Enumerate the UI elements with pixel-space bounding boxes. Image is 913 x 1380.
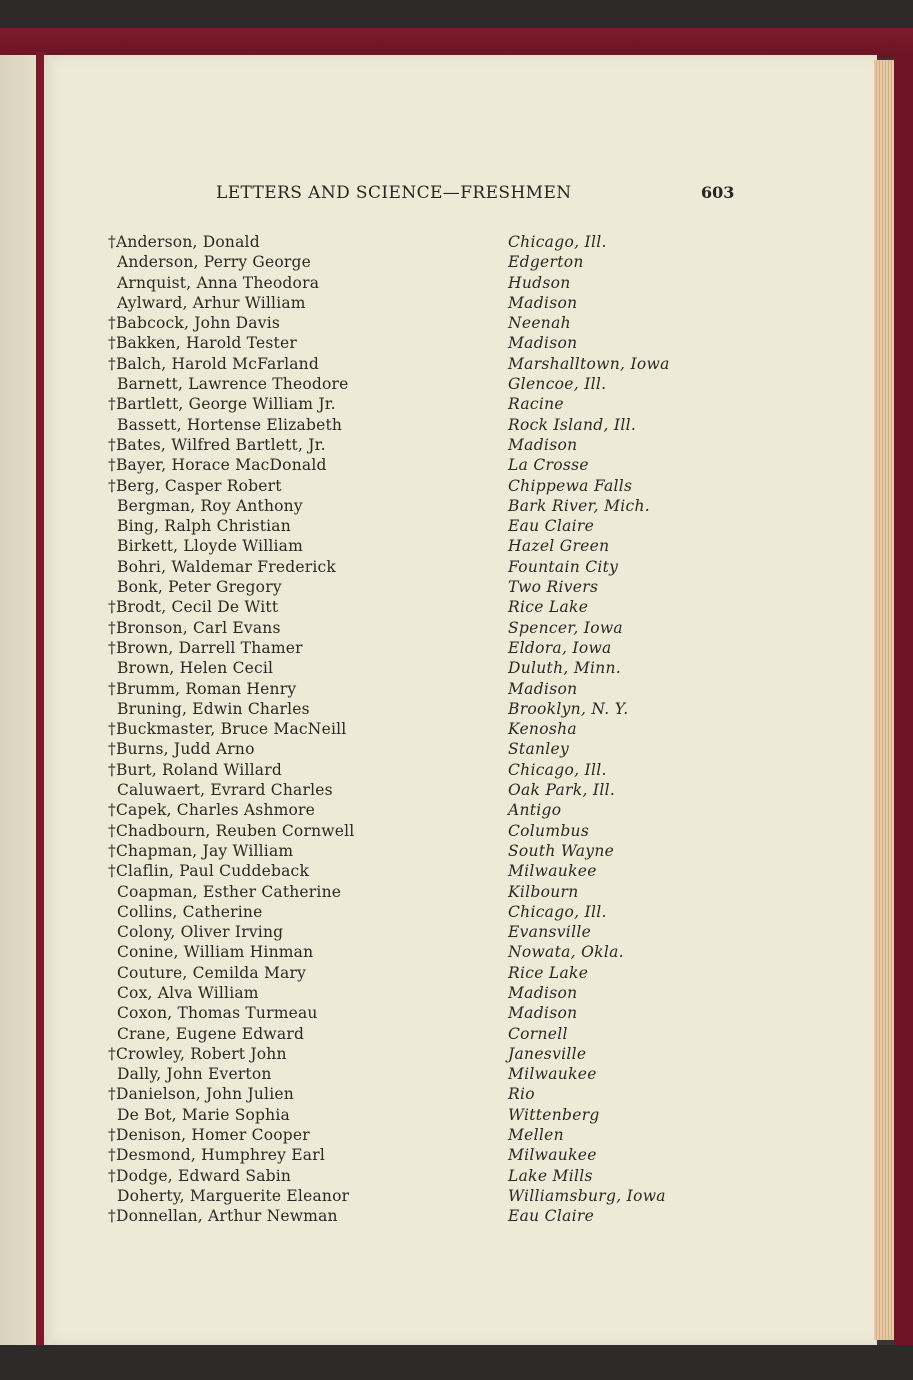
student-hometown: Rice Lake: [508, 963, 589, 982]
student-name: De Bot, Marie Sophia: [117, 1105, 290, 1124]
list-item: [0, 1186, 913, 1206]
student-name: Couture, Cemilda Mary: [117, 963, 307, 982]
student-name: †Dodge, Edward Sabin: [108, 1166, 292, 1185]
list-item: [0, 1084, 913, 1104]
list-item: [0, 415, 913, 435]
student-name: †Buckmaster, Bruce MacNeill: [108, 720, 347, 739]
student-hometown: Marshalltown, Iowa: [508, 354, 670, 373]
student-hometown: Madison: [508, 435, 578, 454]
student-name: Bohri, Waldemar Frederick: [117, 557, 336, 576]
list-item: [0, 760, 913, 780]
student-hometown: Cornell: [508, 1024, 568, 1043]
list-item: [0, 963, 913, 983]
student-hometown: Chicago, Ill.: [508, 902, 607, 921]
student-name: †Brodt, Cecil De Witt: [108, 598, 279, 617]
list-item: [0, 1003, 913, 1023]
student-hometown: Chippewa Falls: [508, 476, 633, 495]
student-name: Colony, Oliver Irving: [117, 923, 284, 942]
student-name: †Donnellan, Arthur Newman: [108, 1207, 338, 1226]
student-name: †Bartlett, George William Jr.: [108, 395, 336, 414]
student-hometown: Glencoe, Ill.: [508, 375, 607, 394]
list-item: [0, 333, 913, 353]
student-name: Bassett, Hortense Elizabeth: [117, 415, 343, 434]
student-hometown: Lake Mills: [508, 1166, 593, 1185]
list-item: [0, 679, 913, 699]
student-name: Crane, Eugene Edward: [117, 1024, 305, 1043]
list-item: [0, 821, 913, 841]
student-name: †Brown, Darrell Thamer: [108, 638, 303, 657]
student-name: †Claflin, Paul Cuddeback: [108, 862, 310, 881]
list-item: [0, 658, 913, 678]
student-hometown: Hazel Green: [508, 537, 610, 556]
list-item: [0, 435, 913, 455]
student-name: †Capek, Charles Ashmore: [108, 801, 316, 820]
student-hometown: Fountain City: [508, 557, 619, 576]
list-item: [0, 496, 913, 516]
student-name: Bonk, Peter Gregory: [117, 578, 282, 597]
student-hometown: Hudson: [508, 273, 571, 292]
student-hometown: Williamsburg, Iowa: [508, 1186, 666, 1205]
student-name: †Babcock, John Davis: [108, 314, 281, 333]
student-list: [0, 232, 913, 1227]
student-hometown: Bark River, Mich.: [508, 496, 650, 515]
student-name: Bing, Ralph Christian: [117, 517, 291, 536]
list-item: [0, 557, 913, 577]
list-item: [0, 699, 913, 719]
student-name: †Denison, Homer Cooper: [108, 1126, 310, 1145]
list-item: [0, 516, 913, 536]
list-item: [0, 313, 913, 333]
student-name: Caluwaert, Evrard Charles: [117, 781, 333, 800]
list-item: [0, 476, 913, 496]
student-hometown: Antigo: [508, 801, 562, 820]
list-item: [0, 1105, 913, 1125]
list-item: [0, 577, 913, 597]
list-item: [0, 800, 913, 820]
student-name: †Bates, Wilfred Bartlett, Jr.: [108, 435, 326, 454]
page-number: 603: [701, 183, 735, 202]
student-hometown: Milwaukee: [508, 1065, 597, 1084]
list-item: [0, 252, 913, 272]
student-name: Dally, John Everton: [117, 1065, 272, 1084]
student-hometown: Rice Lake: [508, 598, 589, 617]
list-item: [0, 983, 913, 1003]
list-item: [0, 597, 913, 617]
student-hometown: Madison: [508, 679, 578, 698]
list-item: [0, 780, 913, 800]
student-hometown: Eldora, Iowa: [508, 638, 612, 657]
student-hometown: Chicago, Ill.: [508, 233, 607, 251]
list-item: [0, 394, 913, 414]
book-binding-top: [0, 28, 913, 58]
list-item: [0, 1206, 913, 1226]
student-hometown: Kenosha: [508, 720, 577, 739]
student-hometown: Chicago, Ill.: [508, 760, 607, 779]
student-name: †Chapman, Jay William: [108, 841, 294, 860]
student-hometown: Madison: [508, 334, 578, 353]
student-hometown: Evansville: [508, 923, 592, 942]
list-item: [0, 882, 913, 902]
student-name: Collins, Catherine: [117, 902, 263, 921]
list-item: [0, 1064, 913, 1084]
list-item: [0, 1024, 913, 1044]
student-name: †Berg, Casper Robert: [108, 476, 282, 495]
scan-bottom-background: [0, 1345, 913, 1380]
list-item: [0, 1125, 913, 1145]
student-name: Bergman, Roy Anthony: [117, 496, 303, 515]
student-hometown: Milwaukee: [508, 1146, 597, 1165]
student-name: †Burt, Roland Willard: [108, 760, 282, 779]
list-item: [0, 922, 913, 942]
student-hometown: Two Rivers: [508, 578, 599, 597]
list-item: [0, 942, 913, 962]
student-hometown: La Crosse: [508, 456, 589, 475]
student-name: Aylward, Arhur William: [117, 293, 306, 312]
list-item: [0, 638, 913, 658]
student-name: †Brumm, Roman Henry: [108, 679, 297, 698]
list-item: [0, 1145, 913, 1165]
student-hometown: Duluth, Minn.: [508, 659, 622, 678]
student-name: Brown, Helen Cecil: [117, 659, 274, 678]
student-name: †Bayer, Horace MacDonald: [108, 456, 327, 475]
list-item: [0, 739, 913, 759]
student-hometown: Janesville: [508, 1044, 587, 1063]
student-name: Doherty, Marguerite Eleanor: [117, 1186, 350, 1205]
list-item: [0, 618, 913, 638]
list-item: [0, 455, 913, 475]
student-name: Cox, Alva William: [117, 983, 259, 1002]
scan-top-background: [0, 0, 913, 30]
student-name: Coapman, Esther Catherine: [117, 882, 342, 901]
student-hometown: Racine: [508, 395, 564, 414]
student-hometown: Madison: [508, 983, 578, 1002]
student-name: Coxon, Thomas Turmeau: [117, 1004, 318, 1023]
student-hometown: South Wayne: [508, 841, 615, 860]
student-name: †Desmond, Humphrey Earl: [108, 1146, 325, 1165]
list-item: [0, 273, 913, 293]
header-title: LETTERS AND SCIENCE—FRESHMEN: [216, 183, 572, 203]
student-hometown: Stanley: [508, 740, 570, 759]
student-name: Bruning, Edwin Charles: [117, 699, 310, 718]
student-name: †Bronson, Carl Evans: [108, 618, 281, 637]
student-name: †Bakken, Harold Tester: [108, 334, 297, 353]
student-hometown: Wittenberg: [508, 1105, 600, 1124]
student-hometown: Neenah: [508, 314, 571, 333]
student-hometown: Rio: [508, 1085, 535, 1104]
student-name: †Crowley, Robert John: [108, 1044, 287, 1063]
list-item: [0, 536, 913, 556]
student-name: †Chadbourn, Reuben Cornwell: [108, 821, 355, 840]
list-item: [0, 293, 913, 313]
student-name: †Anderson, Donald: [108, 233, 260, 251]
list-item: [0, 1044, 913, 1064]
student-hometown: Milwaukee: [508, 862, 597, 881]
list-item: [0, 232, 913, 252]
student-hometown: Eau Claire: [508, 1207, 595, 1226]
student-name: Birkett, Lloyde William: [117, 537, 304, 556]
student-name: Anderson, Perry George: [117, 253, 312, 272]
student-name: Conine, William Hinman: [117, 943, 314, 962]
student-name: †Danielson, John Julien: [108, 1085, 294, 1104]
student-hometown: Eau Claire: [508, 517, 595, 536]
student-name: Arnquist, Anna Theodora: [117, 273, 320, 292]
student-hometown: Brooklyn, N. Y.: [508, 699, 629, 718]
student-hometown: Columbus: [508, 821, 590, 840]
student-hometown: Rock Island, Ill.: [508, 415, 637, 434]
student-hometown: Edgerton: [508, 253, 584, 272]
list-item: [0, 354, 913, 374]
list-item: [0, 841, 913, 861]
running-header: [0, 183, 913, 209]
student-hometown: Kilbourn: [508, 882, 579, 901]
student-hometown: Madison: [508, 1004, 578, 1023]
student-hometown: Nowata, Okla.: [508, 943, 624, 962]
student-hometown: Madison: [508, 293, 578, 312]
student-hometown: Spencer, Iowa: [508, 618, 623, 637]
list-item: [0, 1166, 913, 1186]
list-item: [0, 374, 913, 394]
student-name: †Balch, Harold McFarland: [108, 354, 319, 373]
list-item: [0, 902, 913, 922]
student-name: Barnett, Lawrence Theodore: [117, 375, 349, 394]
list-item: [0, 719, 913, 739]
student-hometown: Oak Park, Ill.: [508, 781, 616, 800]
student-hometown: Mellen: [508, 1126, 564, 1145]
list-item: [0, 861, 913, 881]
student-name: †Burns, Judd Arno: [108, 740, 255, 759]
